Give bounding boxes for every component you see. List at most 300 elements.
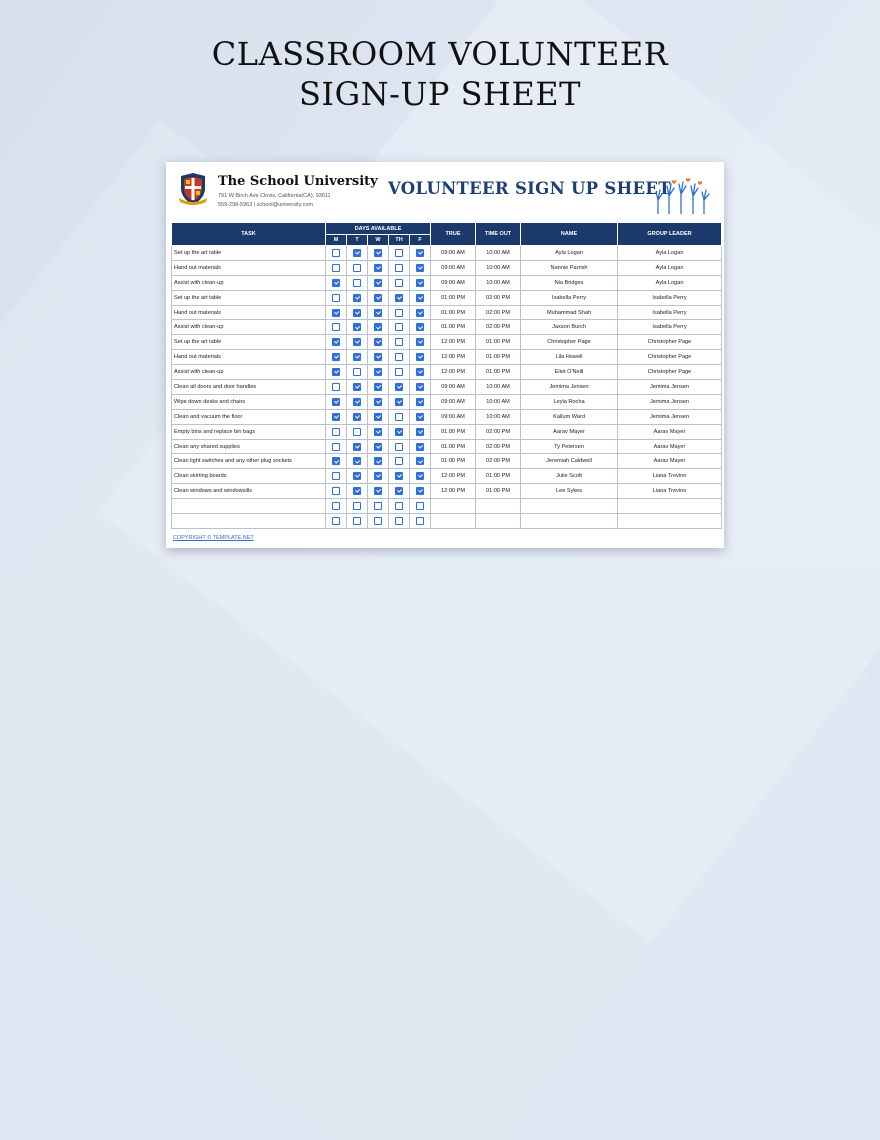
day-checkbox-w[interactable]: [374, 368, 382, 376]
table-row: [172, 275, 722, 290]
day-cell: [410, 290, 431, 305]
day-checkbox-m[interactable]: [332, 383, 340, 391]
day-cell: [389, 394, 410, 409]
day-checkbox-m[interactable]: [332, 517, 340, 525]
time-in-cell: 09:00 AM: [431, 260, 476, 275]
day-checkbox-w[interactable]: [374, 294, 382, 302]
header-day-t: T: [347, 235, 368, 246]
day-checkbox-t[interactable]: [353, 338, 361, 346]
day-checkbox-f[interactable]: [416, 517, 424, 525]
day-checkbox-t[interactable]: [353, 383, 361, 391]
day-cell: [389, 350, 410, 365]
school-crest-icon: [178, 172, 208, 206]
group-leader-cell: Ayla Logan: [618, 260, 722, 275]
day-checkbox-m[interactable]: [332, 294, 340, 302]
day-cell: [368, 290, 389, 305]
day-checkbox-th[interactable]: [395, 428, 403, 436]
day-cell: [410, 305, 431, 320]
task-cell: Assist with clean-up: [172, 320, 326, 335]
table-row: [172, 350, 722, 365]
day-cell: [389, 365, 410, 380]
day-cell: [347, 484, 368, 499]
day-cell: [347, 409, 368, 424]
day-cell: [326, 350, 347, 365]
task-cell: Clean light switches and any other plug sockets: [172, 454, 326, 469]
day-checkbox-t[interactable]: [353, 487, 361, 495]
time-in-cell: 12:00 PM: [431, 484, 476, 499]
time-in-cell: [431, 499, 476, 514]
name-cell: Lila Howell: [521, 350, 618, 365]
copyright-link[interactable]: COPYRIGHT © TEMPLATE.NET: [173, 535, 254, 541]
day-cell: [326, 260, 347, 275]
day-cell: [410, 320, 431, 335]
task-cell: [172, 499, 326, 514]
day-checkbox-m[interactable]: [332, 487, 340, 495]
day-cell: [410, 350, 431, 365]
day-checkbox-t[interactable]: [353, 294, 361, 302]
day-checkbox-th[interactable]: [395, 398, 403, 406]
day-checkbox-f[interactable]: [416, 264, 424, 272]
table-row: [172, 484, 722, 499]
table-row: [172, 290, 722, 305]
day-cell: [410, 469, 431, 484]
time-out-cell: 10:00 AM: [476, 409, 521, 424]
sheet-title: VOLUNTEER SIGN UP SHEET: [388, 179, 671, 198]
day-checkbox-m[interactable]: [332, 457, 340, 465]
day-cell: [389, 260, 410, 275]
day-cell: [410, 335, 431, 350]
time-out-cell: 02:00 PM: [476, 454, 521, 469]
name-cell: Lee Sykes: [521, 484, 618, 499]
time-out-cell: 10:00 AM: [476, 394, 521, 409]
day-checkbox-t[interactable]: [353, 368, 361, 376]
day-cell: [368, 350, 389, 365]
day-checkbox-m[interactable]: [332, 368, 340, 376]
group-leader-cell: Ayla Logan: [618, 246, 722, 261]
group-leader-cell: Jemima Jensen: [618, 409, 722, 424]
day-cell: [326, 275, 347, 290]
day-checkbox-t[interactable]: [353, 323, 361, 331]
name-cell: Eliot O'Neill: [521, 365, 618, 380]
day-cell: [410, 246, 431, 261]
day-checkbox-th[interactable]: [395, 457, 403, 465]
day-checkbox-t[interactable]: [353, 413, 361, 421]
time-in-cell: 09:00 AM: [431, 380, 476, 395]
day-checkbox-m[interactable]: [332, 443, 340, 451]
table-row: [172, 499, 722, 514]
group-leader-cell: [618, 514, 722, 529]
time-in-cell: 01:00 PM: [431, 320, 476, 335]
day-checkbox-w[interactable]: [374, 413, 382, 421]
day-cell: [347, 454, 368, 469]
task-cell: Hand out materials: [172, 350, 326, 365]
day-checkbox-th[interactable]: [395, 383, 403, 391]
school-name: The School University: [218, 174, 378, 189]
day-checkbox-f[interactable]: [416, 502, 424, 510]
day-checkbox-f[interactable]: [416, 353, 424, 361]
day-cell: [368, 409, 389, 424]
day-checkbox-w[interactable]: [374, 443, 382, 451]
day-checkbox-t[interactable]: [353, 279, 361, 287]
time-out-cell: 10:00 AM: [476, 275, 521, 290]
time-in-cell: [431, 514, 476, 529]
day-checkbox-w[interactable]: [374, 338, 382, 346]
day-checkbox-t[interactable]: [353, 353, 361, 361]
day-cell: [410, 380, 431, 395]
day-cell: [347, 246, 368, 261]
group-leader-cell: Christopher Page: [618, 350, 722, 365]
task-cell: Wipe down desks and chairs: [172, 394, 326, 409]
group-leader-cell: Liana Trevino: [618, 469, 722, 484]
day-cell: [326, 439, 347, 454]
day-cell: [389, 320, 410, 335]
table-row: [172, 305, 722, 320]
day-checkbox-m[interactable]: [332, 502, 340, 510]
day-cell: [389, 290, 410, 305]
day-cell: [368, 439, 389, 454]
day-cell: [410, 424, 431, 439]
day-checkbox-th[interactable]: [395, 353, 403, 361]
day-checkbox-f[interactable]: [416, 279, 424, 287]
header-time-in: TRUE: [431, 223, 476, 246]
day-cell: [368, 424, 389, 439]
day-cell: [368, 335, 389, 350]
task-cell: Clean any shared supplies: [172, 439, 326, 454]
day-cell: [326, 499, 347, 514]
task-cell: Clean windows and windowsills: [172, 484, 326, 499]
day-checkbox-f[interactable]: [416, 428, 424, 436]
day-cell: [368, 320, 389, 335]
day-cell: [347, 275, 368, 290]
day-checkbox-t[interactable]: [353, 249, 361, 257]
day-checkbox-w[interactable]: [374, 353, 382, 361]
group-leader-cell: Isabella Perry: [618, 290, 722, 305]
day-cell: [368, 484, 389, 499]
day-cell: [347, 514, 368, 529]
task-cell: Set up the art table: [172, 246, 326, 261]
name-cell: Nannie Parrish: [521, 260, 618, 275]
day-checkbox-th[interactable]: [395, 517, 403, 525]
day-checkbox-t[interactable]: [353, 264, 361, 272]
day-checkbox-f[interactable]: [416, 472, 424, 480]
table-row: [172, 454, 722, 469]
day-cell: [368, 499, 389, 514]
day-cell: [347, 424, 368, 439]
day-checkbox-th[interactable]: [395, 472, 403, 480]
day-cell: [326, 320, 347, 335]
day-checkbox-f[interactable]: [416, 383, 424, 391]
time-in-cell: 09:00 AM: [431, 246, 476, 261]
day-checkbox-th[interactable]: [395, 338, 403, 346]
task-cell: Assist with clean-up: [172, 365, 326, 380]
day-checkbox-th[interactable]: [395, 264, 403, 272]
day-checkbox-f[interactable]: [416, 249, 424, 257]
day-checkbox-m[interactable]: [332, 353, 340, 361]
time-out-cell: 01:00 PM: [476, 350, 521, 365]
table-row: [172, 320, 722, 335]
day-cell: [347, 290, 368, 305]
day-cell: [326, 514, 347, 529]
day-cell: [389, 454, 410, 469]
group-leader-cell: Christopher Page: [618, 335, 722, 350]
day-checkbox-m[interactable]: [332, 413, 340, 421]
name-cell: Nia Bridges: [521, 275, 618, 290]
day-checkbox-th[interactable]: [395, 413, 403, 421]
page-title-line-1: CLASSROOM VOLUNTEER: [211, 35, 669, 73]
time-out-cell: 01:00 PM: [476, 469, 521, 484]
day-checkbox-f[interactable]: [416, 309, 424, 317]
name-cell: Isabella Perry: [521, 290, 618, 305]
day-checkbox-f[interactable]: [416, 294, 424, 302]
day-checkbox-t[interactable]: [353, 309, 361, 317]
group-leader-cell: [618, 499, 722, 514]
time-in-cell: 12:00 PM: [431, 469, 476, 484]
day-checkbox-m[interactable]: [332, 309, 340, 317]
day-checkbox-th[interactable]: [395, 323, 403, 331]
day-checkbox-f[interactable]: [416, 323, 424, 331]
day-cell: [368, 275, 389, 290]
day-cell: [368, 454, 389, 469]
header-name: NAME: [521, 223, 618, 246]
volunteer-table: [171, 222, 722, 529]
time-in-cell: 12:00 PM: [431, 365, 476, 380]
name-cell: Christopher Page: [521, 335, 618, 350]
day-checkbox-m[interactable]: [332, 279, 340, 287]
time-out-cell: [476, 499, 521, 514]
day-checkbox-w[interactable]: [374, 249, 382, 257]
day-cell: [410, 260, 431, 275]
day-cell: [410, 409, 431, 424]
table-row: [172, 439, 722, 454]
day-checkbox-w[interactable]: [374, 398, 382, 406]
day-cell: [326, 394, 347, 409]
day-cell: [326, 380, 347, 395]
time-out-cell: 10:00 AM: [476, 380, 521, 395]
day-cell: [410, 439, 431, 454]
time-out-cell: 01:00 PM: [476, 335, 521, 350]
group-leader-cell: Aarav Mayer: [618, 424, 722, 439]
header-day-f: F: [410, 235, 431, 246]
time-out-cell: 02:00 PM: [476, 439, 521, 454]
school-contact: 559-298-5963 | school@university.com: [218, 202, 313, 208]
school-address: 791 W Birch Ave Clovis, California(CA), 93611: [218, 193, 331, 199]
day-cell: [326, 409, 347, 424]
header-days-available: DAYS AVAILABLE: [326, 223, 431, 235]
day-cell: [410, 484, 431, 499]
name-cell: Jemima Jensen: [521, 380, 618, 395]
day-checkbox-t[interactable]: [353, 443, 361, 451]
time-in-cell: 01:00 PM: [431, 424, 476, 439]
day-checkbox-w[interactable]: [374, 383, 382, 391]
day-checkbox-f[interactable]: [416, 443, 424, 451]
day-cell: [347, 469, 368, 484]
time-out-cell: 02:00 PM: [476, 424, 521, 439]
day-cell: [347, 350, 368, 365]
header-day-th: TH: [389, 235, 410, 246]
group-leader-cell: Aarav Mayer: [618, 439, 722, 454]
name-cell: [521, 514, 618, 529]
day-cell: [347, 305, 368, 320]
day-cell: [347, 394, 368, 409]
day-cell: [347, 499, 368, 514]
day-cell: [347, 335, 368, 350]
day-checkbox-t[interactable]: [353, 472, 361, 480]
day-cell: [347, 380, 368, 395]
day-checkbox-f[interactable]: [416, 457, 424, 465]
header-day-m: M: [326, 235, 347, 246]
day-cell: [326, 424, 347, 439]
name-cell: Kallum Ward: [521, 409, 618, 424]
day-cell: [326, 305, 347, 320]
name-cell: [521, 499, 618, 514]
day-cell: [389, 484, 410, 499]
day-cell: [326, 335, 347, 350]
time-out-cell: 01:00 PM: [476, 365, 521, 380]
day-checkbox-th[interactable]: [395, 443, 403, 451]
day-checkbox-f[interactable]: [416, 487, 424, 495]
table-row: [172, 380, 722, 395]
time-in-cell: 12:00 PM: [431, 350, 476, 365]
day-checkbox-th[interactable]: [395, 294, 403, 302]
name-cell: Aarav Mayer: [521, 424, 618, 439]
group-leader-cell: Isabella Perry: [618, 305, 722, 320]
time-out-cell: 10:00 AM: [476, 246, 521, 261]
day-checkbox-w[interactable]: [374, 457, 382, 465]
day-cell: [410, 394, 431, 409]
day-checkbox-m[interactable]: [332, 338, 340, 346]
task-cell: Empty bins and replace bin bags: [172, 424, 326, 439]
time-in-cell: 01:00 PM: [431, 439, 476, 454]
day-checkbox-w[interactable]: [374, 309, 382, 317]
day-cell: [368, 394, 389, 409]
day-checkbox-w[interactable]: [374, 279, 382, 287]
day-cell: [368, 305, 389, 320]
day-checkbox-f[interactable]: [416, 368, 424, 376]
day-checkbox-m[interactable]: [332, 428, 340, 436]
day-cell: [326, 454, 347, 469]
day-checkbox-w[interactable]: [374, 323, 382, 331]
day-cell: [326, 484, 347, 499]
day-checkbox-t[interactable]: [353, 502, 361, 510]
day-checkbox-m[interactable]: [332, 323, 340, 331]
day-cell: [347, 365, 368, 380]
day-cell: [326, 246, 347, 261]
day-cell: [410, 499, 431, 514]
sign-up-sheet: [166, 162, 724, 548]
day-cell: [368, 365, 389, 380]
table-row: [172, 424, 722, 439]
day-cell: [347, 260, 368, 275]
day-cell: [368, 260, 389, 275]
task-cell: Clean all doors and door handles: [172, 380, 326, 395]
day-cell: [389, 380, 410, 395]
table-row: [172, 365, 722, 380]
day-checkbox-f[interactable]: [416, 398, 424, 406]
day-checkbox-m[interactable]: [332, 398, 340, 406]
table-row: [172, 246, 722, 261]
day-cell: [347, 439, 368, 454]
day-cell: [389, 469, 410, 484]
time-out-cell: 10:00 AM: [476, 260, 521, 275]
day-cell: [389, 514, 410, 529]
day-checkbox-th[interactable]: [395, 249, 403, 257]
group-leader-cell: Aarav Mayer: [618, 454, 722, 469]
day-checkbox-t[interactable]: [353, 428, 361, 436]
day-cell: [389, 335, 410, 350]
day-checkbox-th[interactable]: [395, 309, 403, 317]
time-out-cell: 01:00 PM: [476, 484, 521, 499]
day-checkbox-t[interactable]: [353, 457, 361, 465]
day-checkbox-m[interactable]: [332, 472, 340, 480]
day-checkbox-w[interactable]: [374, 264, 382, 272]
day-checkbox-f[interactable]: [416, 338, 424, 346]
group-leader-cell: Jemima Jensen: [618, 394, 722, 409]
day-cell: [389, 409, 410, 424]
day-checkbox-w[interactable]: [374, 502, 382, 510]
name-cell: Ty Petersen: [521, 439, 618, 454]
time-in-cell: 01:00 PM: [431, 290, 476, 305]
day-checkbox-t[interactable]: [353, 398, 361, 406]
day-checkbox-w[interactable]: [374, 472, 382, 480]
day-checkbox-w[interactable]: [374, 517, 382, 525]
name-cell: Leyla Rocha: [521, 394, 618, 409]
page-title: [0, 34, 880, 114]
table-row: [172, 514, 722, 529]
time-in-cell: 09:00 AM: [431, 409, 476, 424]
task-cell: Clean skirting boards: [172, 469, 326, 484]
day-cell: [326, 290, 347, 305]
task-cell: Clean and vacuum the floor: [172, 409, 326, 424]
group-leader-cell: Isabella Perry: [618, 320, 722, 335]
day-checkbox-th[interactable]: [395, 368, 403, 376]
day-checkbox-w[interactable]: [374, 487, 382, 495]
day-checkbox-m[interactable]: [332, 249, 340, 257]
day-cell: [326, 365, 347, 380]
day-checkbox-t[interactable]: [353, 517, 361, 525]
raised-hands-icon: [652, 176, 712, 214]
day-checkbox-f[interactable]: [416, 413, 424, 421]
group-leader-cell: Ayla Logan: [618, 275, 722, 290]
group-leader-cell: Christopher Page: [618, 365, 722, 380]
day-cell: [410, 365, 431, 380]
day-cell: [347, 320, 368, 335]
day-cell: [326, 469, 347, 484]
day-cell: [368, 514, 389, 529]
day-cell: [389, 305, 410, 320]
task-cell: Hand out materials: [172, 260, 326, 275]
day-checkbox-m[interactable]: [332, 264, 340, 272]
day-cell: [368, 246, 389, 261]
task-cell: Hand out materials: [172, 305, 326, 320]
time-in-cell: 09:00 AM: [431, 394, 476, 409]
table-row: [172, 335, 722, 350]
time-in-cell: 01:00 PM: [431, 454, 476, 469]
header-task: TASK: [172, 223, 326, 246]
table-row: [172, 469, 722, 484]
day-cell: [389, 499, 410, 514]
time-out-cell: [476, 514, 521, 529]
day-checkbox-w[interactable]: [374, 428, 382, 436]
day-checkbox-th[interactable]: [395, 279, 403, 287]
day-cell: [410, 275, 431, 290]
time-out-cell: 02:00 PM: [476, 320, 521, 335]
day-checkbox-th[interactable]: [395, 487, 403, 495]
task-cell: Assist with clean-up: [172, 275, 326, 290]
task-cell: [172, 514, 326, 529]
task-cell: Set up the art table: [172, 335, 326, 350]
day-checkbox-th[interactable]: [395, 502, 403, 510]
header-group-leader: GROUP LEADER: [618, 223, 722, 246]
